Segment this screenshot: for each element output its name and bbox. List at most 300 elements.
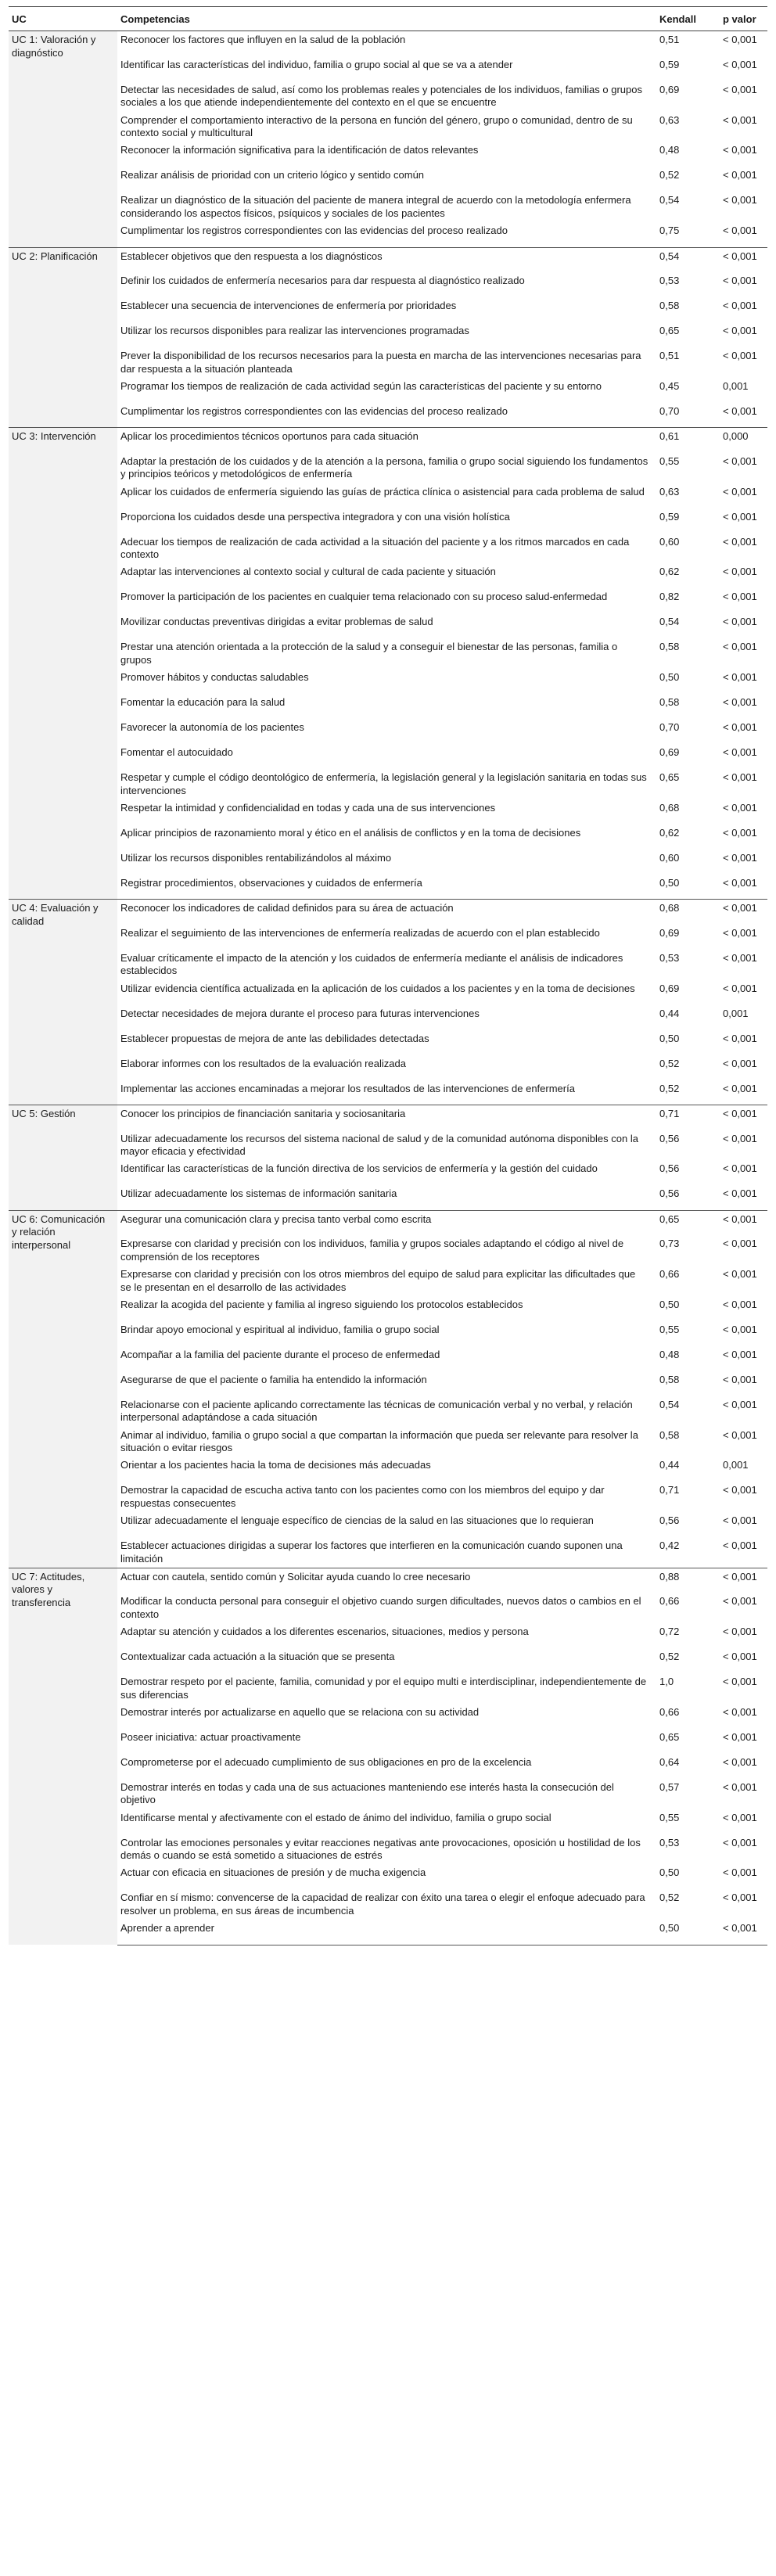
p-valor-cell: < 0,001 — [723, 1323, 757, 1335]
table-row — [9, 825, 767, 850]
kendall-cell: 0,51 — [659, 350, 680, 362]
kendall-cell: 0,58 — [659, 1428, 680, 1441]
competencia-cell: Utilizar adecuadamente el lenguaje específico de ciencias de la salud en las situaciones que lo requieran — [120, 1514, 594, 1527]
kendall-cell: 0,60 — [659, 535, 680, 548]
competencia-cell: Realizar el seguimiento de las intervenciones de enfermería realizadas de acuerdo con el plan establecido — [120, 926, 600, 939]
competencia-cell: Utilizar adecuadamente los recursos del sistema nacional de salud y de la comunidad autónoma disponibles con la mayor eficacia y efectividad — [120, 1132, 638, 1157]
kendall-cell: 0,61 — [656, 428, 720, 453]
uc-cell: UC 2: Planificación — [9, 247, 117, 428]
uc-cell: UC 5: Gestión — [9, 1105, 117, 1211]
competencia-cell: Movilizar conductas preventivas dirigidas a evitar problemas de salud — [120, 616, 433, 628]
table-row — [9, 1809, 767, 1834]
kendall-cell: 0,50 — [659, 1298, 680, 1310]
kendall-cell: 0,48 — [659, 144, 680, 156]
kendall-cell: 0,66 — [659, 1705, 680, 1718]
competencia-cell: Relacionarse con el paciente aplicando correctamente las técnicas de comunicación verbal y no verbal, y relación interpersonal adaptándose a cada situación — [120, 1398, 633, 1424]
competencia-cell: Cumplimentar los registros correspondientes con las evidencias del proceso realizado — [120, 404, 508, 417]
p-valor-cell: < 0,001 — [723, 826, 757, 839]
kendall-cell: 0,75 — [659, 225, 680, 237]
p-valor-cell: < 0,001 — [723, 1484, 757, 1496]
kendall-cell: 0,45 — [659, 379, 680, 392]
table-row — [9, 31, 767, 56]
p-valor-cell: < 0,001 — [723, 1187, 757, 1200]
table-row — [9, 769, 767, 799]
kendall-cell: 0,59 — [659, 58, 680, 70]
table-row — [9, 1396, 767, 1427]
competencia-cell: Utilizar evidencia científica actualizada en la aplicación de los cuidados a los pacientes y en la toma de decisiones — [120, 982, 635, 994]
kendall-cell: 1,0 — [659, 1676, 674, 1688]
table-row — [9, 428, 767, 453]
p-valor-cell: < 0,001 — [723, 1539, 757, 1552]
kendall-cell: 0,52 — [659, 1892, 680, 1904]
p-valor-cell: < 0,001 — [720, 1568, 767, 1593]
table-row — [9, 1321, 767, 1346]
table-row — [9, 1346, 767, 1371]
header-p-valor: p valor — [720, 7, 767, 31]
table-row — [9, 850, 767, 875]
competencia-cell: Promover la participación de los pacientes en cualquier tema relacionado con su proceso salud-enfermedad — [120, 591, 608, 603]
kendall-cell: 0,70 — [659, 721, 680, 734]
kendall-cell: 0,58 — [659, 641, 680, 653]
competencia-cell: Comprender el comportamiento interactivo de la persona en función del género, grupo o comunidad, dentro de su contexto social y multicultural — [120, 113, 633, 138]
p-valor-cell: < 0,001 — [723, 1780, 757, 1793]
kendall-cell: 0,56 — [659, 1162, 680, 1175]
competencia-cell: Demostrar la capacidad de escucha activa tanto con los pacientes como con los miembros del equipo y dar respuestas consecuentes — [120, 1484, 605, 1509]
competencia-cell: Realizar un diagnóstico de la situación del paciente de manera integral de acuerdo con la metodología enfermera considerando los aspectos físicos, psíquicos y sociales de los pacientes — [120, 194, 631, 219]
kendall-cell: 0,50 — [659, 1032, 680, 1044]
table-row — [9, 222, 767, 247]
p-valor-cell: 0,000 — [720, 428, 767, 453]
p-valor-cell: < 0,001 — [723, 1811, 757, 1823]
competencia-cell: Comprometerse por el adecuado cumplimiento de sus obligaciones en pro de la excelencia — [120, 1755, 532, 1768]
competencia-cell: Programar los tiempos de realización de cada actividad según las características del paciente y su entorno — [120, 379, 602, 392]
kendall-cell: 0,73 — [659, 1238, 680, 1250]
kendall-cell: 0,48 — [659, 1348, 680, 1360]
competencia-cell: Expresarse con claridad y precisión con los otros miembros del equipo de salud para explicitar las dificultades que se le presentan en el desarrollo de las actividades — [120, 1268, 636, 1293]
table-row — [9, 508, 767, 534]
table-row — [9, 1754, 767, 1779]
kendall-cell: 0,56 — [659, 1187, 680, 1200]
p-valor-cell: < 0,001 — [723, 771, 757, 784]
table-row — [9, 694, 767, 719]
competencia-cell: Cumplimentar los registros correspondientes con las evidencias del proceso realizado — [120, 225, 508, 237]
kendall-cell: 0,68 — [656, 900, 720, 925]
table-row — [9, 1623, 767, 1648]
table-row — [9, 1889, 767, 1920]
table-row — [9, 1673, 767, 1704]
table-row — [9, 1457, 767, 1482]
competencia-cell: Identificar las características del individuo, familia o grupo social al que se va a atender — [120, 58, 513, 70]
p-valor-cell: < 0,001 — [723, 851, 757, 864]
competencia-cell: Conocer los principios de financiación sanitaria y sociosanitaria — [117, 1105, 656, 1130]
competencia-cell: Asegurar una comunicación clara y precisa tanto verbal como escrita — [117, 1210, 656, 1235]
table-row — [9, 1834, 767, 1865]
competencia-cell: Confiar en sí mismo: convencerse de la capacidad de realizar con éxito una tarea o elegir el enfoque adecuado para resolver un problema, en sus áreas de incumbencia — [120, 1892, 645, 1917]
p-valor-cell: < 0,001 — [720, 247, 767, 272]
p-valor-cell: < 0,001 — [723, 951, 757, 964]
p-valor-cell: < 0,001 — [720, 31, 767, 56]
kendall-cell: 0,59 — [659, 510, 680, 523]
table-row — [9, 1427, 767, 1457]
kendall-cell: 0,62 — [659, 826, 680, 839]
kendall-cell: 0,65 — [659, 771, 680, 784]
p-valor-cell: 0,001 — [723, 1007, 749, 1019]
table-row — [9, 403, 767, 428]
p-valor-cell: < 0,001 — [723, 1595, 757, 1608]
competencia-cell: Utilizar adecuadamente los sistemas de información sanitaria — [120, 1187, 397, 1200]
p-valor-cell: < 0,001 — [723, 1676, 757, 1688]
table-row — [9, 112, 767, 142]
table-row — [9, 613, 767, 638]
kendall-cell: 0,66 — [659, 1268, 680, 1281]
table-row — [9, 1920, 767, 1945]
kendall-cell: 0,55 — [659, 454, 680, 467]
table-row — [9, 900, 767, 925]
competencia-cell: Prever la disponibilidad de los recursos necesarios para la puesta en marcha de las intervenciones necesarias para dar respuesta a la situación planteada — [120, 350, 641, 375]
p-valor-cell: < 0,001 — [723, 1373, 757, 1385]
kendall-cell: 0,60 — [659, 851, 680, 864]
competencia-cell: Realizar la acogida del paciente y familia al ingreso siguiendo los protocolos establecidos — [120, 1298, 523, 1310]
table-row — [9, 1593, 767, 1623]
p-valor-cell: < 0,001 — [723, 225, 757, 237]
header-uc: UC — [9, 7, 117, 31]
competencia-cell: Fomentar el autocuidado — [120, 746, 233, 759]
kendall-cell: 0,70 — [659, 404, 680, 417]
table-row — [9, 1185, 767, 1210]
table-row — [9, 1266, 767, 1296]
table-row — [9, 950, 767, 980]
competencia-cell: Expresarse con claridad y precisión con los individuos, familia y grupos sociales adaptando el código al nivel de comprensión de los receptores — [120, 1238, 624, 1263]
competencia-cell: Adecuar los tiempos de realización de cada actividad a la situación del paciente y a los ritmos marcados en cada contexto — [120, 535, 630, 560]
competencia-cell: Demostrar interés en todas y cada una de sus actuaciones manteniendo ese interés hasta la consecución del objetivo — [120, 1780, 614, 1806]
p-valor-cell: < 0,001 — [723, 1730, 757, 1743]
kendall-cell: 0,54 — [659, 616, 680, 628]
competencia-cell: Poseer iniciativa: actuar proactivamente — [120, 1730, 301, 1743]
competencia-cell: Registrar procedimientos, observaciones y cuidados de enfermería — [120, 876, 422, 889]
p-valor-cell: < 0,001 — [723, 696, 757, 709]
kendall-cell: 0,65 — [659, 1730, 680, 1743]
p-valor-cell: < 0,001 — [723, 1298, 757, 1310]
table-row — [9, 453, 767, 483]
kendall-cell: 0,44 — [659, 1459, 680, 1471]
uc-cell: UC 1: Valoración y diagnóstico — [9, 31, 117, 247]
p-valor-cell: < 0,001 — [720, 1920, 767, 1945]
competencia-cell: Modificar la conducta personal para conseguir el objetivo cuando surgen dificultades, nuevos datos o cambios en el contexto — [120, 1595, 641, 1620]
p-valor-cell: < 0,001 — [723, 1892, 757, 1904]
p-valor-cell: < 0,001 — [720, 1105, 767, 1130]
p-valor-cell: < 0,001 — [723, 671, 757, 684]
competencia-cell: Realizar análisis de prioridad con un criterio lógico y sentido común — [120, 169, 425, 181]
kendall-cell: 0,50 — [659, 1866, 680, 1879]
kendall-cell: 0,44 — [659, 1007, 680, 1019]
table-row — [9, 1210, 767, 1235]
p-valor-cell: < 0,001 — [723, 325, 757, 337]
p-valor-cell: < 0,001 — [723, 1626, 757, 1638]
competencia-cell: Actuar con eficacia en situaciones de presión y de mucha exigencia — [120, 1866, 426, 1879]
competencia-cell: Controlar las emociones personales y evitar reacciones negativas ante provocaciones, oposición u hostilidad de los demás o cuando se está sometido a situaciones de estrés — [120, 1836, 641, 1861]
kendall-cell: 0,69 — [659, 982, 680, 994]
kendall-cell: 0,71 — [656, 1105, 720, 1130]
kendall-cell: 0,63 — [659, 485, 680, 498]
competencia-cell: Reconocer la información significativa para la identificación de datos relevantes — [120, 144, 479, 156]
kendall-cell: 0,71 — [659, 1484, 680, 1496]
kendall-cell: 0,52 — [659, 1651, 680, 1663]
table-row — [9, 669, 767, 694]
competencia-cell: Definir los cuidados de enfermería necesarios para dar respuesta al diagnóstico realizado — [120, 275, 525, 287]
table-row — [9, 1704, 767, 1729]
competencia-cell: Aprender a aprender — [117, 1920, 656, 1945]
kendall-cell: 0,58 — [659, 300, 680, 312]
kendall-cell: 0,57 — [659, 1780, 680, 1793]
p-valor-cell: < 0,001 — [720, 900, 767, 925]
table-row — [9, 483, 767, 508]
competencia-cell: Utilizar los recursos disponibles rentabilizándolos al máximo — [120, 851, 392, 864]
p-valor-cell: 0,001 — [723, 1459, 749, 1471]
p-valor-cell: < 0,001 — [723, 350, 757, 362]
kendall-cell: 0,51 — [656, 31, 720, 56]
competencia-cell: Adaptar las intervenciones al contexto social y cultural de cada paciente y situación — [120, 566, 496, 578]
table-row — [9, 1130, 767, 1161]
competencia-cell: Detectar necesidades de mejora durante el proceso para futuras intervenciones — [120, 1007, 480, 1019]
kendall-cell: 0,65 — [656, 1210, 720, 1235]
table-row — [9, 980, 767, 1005]
competencia-cell: Promover hábitos y conductas saludables — [120, 671, 309, 684]
table-body — [9, 31, 767, 1945]
table-row — [9, 142, 767, 167]
p-valor-cell: 0,001 — [723, 379, 749, 392]
table-row — [9, 272, 767, 297]
p-valor-cell: < 0,001 — [723, 194, 757, 207]
kendall-cell: 0,54 — [659, 194, 680, 207]
header-kendall: Kendall — [656, 7, 720, 31]
table-row — [9, 1568, 767, 1593]
table-row — [9, 799, 767, 825]
kendall-cell: 0,64 — [659, 1755, 680, 1768]
p-valor-cell: < 0,001 — [723, 746, 757, 759]
competencia-cell: Proporciona los cuidados desde una perspectiva integradora y con una visión holística — [120, 510, 510, 523]
competencia-cell: Adaptar la prestación de los cuidados y de la atención a la persona, familia o grupo social siguiendo los fundamentos y principios teóricos y metodológicos de enfermería — [120, 454, 648, 480]
p-valor-cell: < 0,001 — [723, 1348, 757, 1360]
kendall-cell: 0,54 — [656, 247, 720, 272]
table-row — [9, 1648, 767, 1673]
kendall-cell: 0,53 — [659, 951, 680, 964]
table-row — [9, 588, 767, 613]
competencia-cell: Reconocer los factores que influyen en la salud de la población — [117, 31, 656, 56]
p-valor-cell: < 0,001 — [723, 926, 757, 939]
table-row — [9, 81, 767, 112]
kendall-cell: 0,52 — [659, 169, 680, 181]
competencia-cell: Demostrar respeto por el paciente, familia, comunidad y por el equipo multi e interdisciplinar, independientemente de sus diferencias — [120, 1676, 647, 1701]
kendall-cell: 0,66 — [659, 1595, 680, 1608]
table-row — [9, 1512, 767, 1537]
competencia-cell: Aplicar principios de razonamiento moral y ético en el análisis de conflictos y en la toma de decisiones — [120, 826, 581, 839]
competencia-cell: Asegurarse de que el paciente o familia ha entendido la información — [120, 1373, 427, 1385]
table-row — [9, 322, 767, 347]
table-row — [9, 719, 767, 744]
p-valor-cell: < 0,001 — [723, 616, 757, 628]
header-competencias: Competencias — [117, 7, 656, 31]
table-row — [9, 563, 767, 588]
p-valor-cell: < 0,001 — [723, 1238, 757, 1250]
p-valor-cell: < 0,001 — [723, 721, 757, 734]
table-row — [9, 378, 767, 403]
table-row — [9, 1371, 767, 1396]
kendall-cell: 0,56 — [659, 1132, 680, 1144]
p-valor-cell: < 0,001 — [723, 1268, 757, 1281]
kendall-cell: 0,42 — [659, 1539, 680, 1552]
competencia-cell: Actuar con cautela, sentido común y Solicitar ayuda cuando lo cree necesario — [117, 1568, 656, 1593]
kendall-cell: 0,53 — [659, 1836, 680, 1848]
p-valor-cell: < 0,001 — [723, 1428, 757, 1441]
competencia-cell: Brindar apoyo emocional y espiritual al individuo, familia o grupo social — [120, 1323, 440, 1335]
p-valor-cell: < 0,001 — [723, 1057, 757, 1069]
p-valor-cell: < 0,001 — [723, 1866, 757, 1879]
p-valor-cell: < 0,001 — [723, 169, 757, 181]
kendall-cell: 0,52 — [659, 1082, 680, 1094]
competencia-cell: Acompañar a la familia del paciente durante el proceso de enfermedad — [120, 1348, 440, 1360]
table-row — [9, 1235, 767, 1266]
p-valor-cell: < 0,001 — [723, 1162, 757, 1175]
kendall-cell: 0,55 — [659, 1811, 680, 1823]
kendall-cell: 0,50 — [659, 671, 680, 684]
p-valor-cell: < 0,001 — [723, 300, 757, 312]
competencia-cell: Aplicar los cuidados de enfermería siguiendo las guías de práctica clínica o asistencial para cada problema de salud — [120, 485, 645, 498]
kendall-cell: 0,88 — [656, 1568, 720, 1593]
competencia-cell: Respetar y cumple el código deontológico de enfermería, la legislación general y la legislación sanitaria en todas sus intervenciones — [120, 771, 647, 796]
p-valor-cell: < 0,001 — [723, 83, 757, 95]
competencia-cell: Elaborar informes con los resultados de la evaluación realizada — [120, 1057, 406, 1069]
table-row — [9, 247, 767, 272]
kendall-cell: 0,62 — [659, 566, 680, 578]
competencia-cell: Implementar las acciones encaminadas a mejorar los resultados de las intervenciones de enfermería — [120, 1082, 575, 1094]
competencia-cell: Orientar a los pacientes hacia la toma de decisiones más adecuadas — [120, 1459, 431, 1471]
competencia-cell: Fomentar la educación para la salud — [120, 696, 286, 709]
competencia-cell: Evaluar críticamente el impacto de la atención y los cuidados de enfermería mediante el análisis de indicadores establecidos — [120, 951, 623, 977]
kendall-cell: 0,52 — [659, 1057, 680, 1069]
kendall-cell: 0,50 — [659, 876, 680, 889]
table-row — [9, 56, 767, 81]
competencia-cell: Prestar una atención orientada a la protección de la salud y a conseguir el bienestar de las personas, familia o grupos — [120, 641, 618, 666]
p-valor-cell: < 0,001 — [723, 1755, 757, 1768]
header-row — [9, 7, 767, 31]
p-valor-cell: < 0,001 — [723, 535, 757, 548]
kendall-cell: 0,68 — [659, 801, 680, 814]
p-valor-cell: < 0,001 — [723, 1705, 757, 1718]
p-valor-cell: < 0,001 — [723, 144, 757, 156]
p-valor-cell: < 0,001 — [723, 591, 757, 603]
table-row — [9, 925, 767, 950]
table-row — [9, 1105, 767, 1130]
p-valor-cell: < 0,001 — [723, 113, 757, 126]
p-valor-cell: < 0,001 — [723, 801, 757, 814]
kendall-cell: 0,58 — [659, 1373, 680, 1385]
kendall-cell: 0,58 — [659, 696, 680, 709]
table-row — [9, 1055, 767, 1080]
competencies-table — [9, 6, 767, 1945]
p-valor-cell: < 0,001 — [723, 510, 757, 523]
table-row — [9, 534, 767, 564]
competencia-cell: Favorecer la autonomía de los pacientes — [120, 721, 304, 734]
table-row — [9, 1482, 767, 1512]
kendall-cell: 0,55 — [659, 1323, 680, 1335]
kendall-cell: 0,56 — [659, 1514, 680, 1527]
kendall-cell: 0,69 — [659, 926, 680, 939]
competencia-cell: Reconocer los indicadores de calidad definidos para su área de actuación — [117, 900, 656, 925]
competencia-cell: Animar al individuo, familia o grupo social a que compartan la información que pueda ser relevante para resolver la situación o evitar riesgos — [120, 1428, 638, 1453]
competencia-cell: Contextualizar cada actuación a la situación que se presenta — [120, 1651, 395, 1663]
competencia-cell: Aplicar los procedimientos técnicos oportunos para cada situación — [117, 428, 656, 453]
competencia-cell: Detectar las necesidades de salud, así como los problemas reales y potenciales de los individuos, familias o grupos sociales a los que atiende independientemente del contexto en el que se encuentre — [120, 83, 642, 109]
p-valor-cell: < 0,001 — [723, 1836, 757, 1848]
kendall-cell: 0,72 — [659, 1626, 680, 1638]
table-row — [9, 1030, 767, 1055]
kendall-cell: 0,50 — [656, 1920, 720, 1945]
p-valor-cell: < 0,001 — [723, 485, 757, 498]
p-valor-cell: < 0,001 — [723, 275, 757, 287]
table-row — [9, 744, 767, 769]
p-valor-cell: < 0,001 — [723, 1514, 757, 1527]
table-row — [9, 1160, 767, 1185]
uc-cell: UC 4: Evaluación y calidad — [9, 900, 117, 1105]
table-row — [9, 347, 767, 378]
table-row — [9, 167, 767, 192]
table-row — [9, 192, 767, 222]
table-row — [9, 297, 767, 322]
p-valor-cell: < 0,001 — [723, 1032, 757, 1044]
kendall-cell: 0,82 — [659, 591, 680, 603]
p-valor-cell: < 0,001 — [723, 641, 757, 653]
p-valor-cell: < 0,001 — [723, 876, 757, 889]
competencia-cell: Respetar la intimidad y confidencialidad en todas y cada una de sus intervenciones — [120, 801, 496, 814]
p-valor-cell: < 0,001 — [723, 1398, 757, 1410]
kendall-cell: 0,54 — [659, 1398, 680, 1410]
p-valor-cell: < 0,001 — [723, 1082, 757, 1094]
p-valor-cell: < 0,001 — [723, 1651, 757, 1663]
table-row — [9, 1779, 767, 1809]
competencia-cell: Demostrar interés por actualizarse en aquello que se relaciona con su actividad — [120, 1705, 480, 1718]
p-valor-cell: < 0,001 — [723, 566, 757, 578]
kendall-cell: 0,63 — [659, 113, 680, 126]
competencia-cell: Establecer una secuencia de intervenciones de enfermería por prioridades — [120, 300, 457, 312]
table-row — [9, 1080, 767, 1105]
competencia-cell: Identificarse mental y afectivamente con el estado de ánimo del individuo, familia o grupo social — [120, 1811, 551, 1823]
kendall-cell: 0,69 — [659, 746, 680, 759]
table-row — [9, 1729, 767, 1754]
kendall-cell: 0,53 — [659, 275, 680, 287]
competencia-cell: Establecer propuestas de mejora de ante las debilidades detectadas — [120, 1032, 429, 1044]
p-valor-cell: < 0,001 — [723, 404, 757, 417]
p-valor-cell: < 0,001 — [723, 1132, 757, 1144]
uc-cell: UC 6: Comunicación y relación interpersonal — [9, 1210, 117, 1568]
competencia-cell: Adaptar su atención y cuidados a los diferentes escenarios, situaciones, medios y persona — [120, 1626, 529, 1638]
competencia-cell: Establecer objetivos que den respuesta a los diagnósticos — [117, 247, 656, 272]
uc-cell: UC 7: Actitudes, valores y transferencia — [9, 1568, 117, 1945]
table-row — [9, 1005, 767, 1030]
table-row — [9, 638, 767, 669]
p-valor-cell: < 0,001 — [723, 58, 757, 70]
competencia-cell: Identificar las características de la función directiva de los servicios de enfermería y la gestión del cuidado — [120, 1162, 598, 1175]
table-row — [9, 1864, 767, 1889]
kendall-cell: 0,65 — [659, 325, 680, 337]
kendall-cell: 0,69 — [659, 83, 680, 95]
p-valor-cell: < 0,001 — [723, 982, 757, 994]
table-row — [9, 875, 767, 900]
uc-cell: UC 3: Intervención — [9, 428, 117, 900]
table-row — [9, 1537, 767, 1568]
competencia-cell: Establecer actuaciones dirigidas a superar los factores que interfieren en la comunicación cuando suponen una limitación — [120, 1539, 623, 1565]
competencia-cell: Utilizar los recursos disponibles para realizar las intervenciones programadas — [120, 325, 469, 337]
p-valor-cell: < 0,001 — [723, 454, 757, 467]
